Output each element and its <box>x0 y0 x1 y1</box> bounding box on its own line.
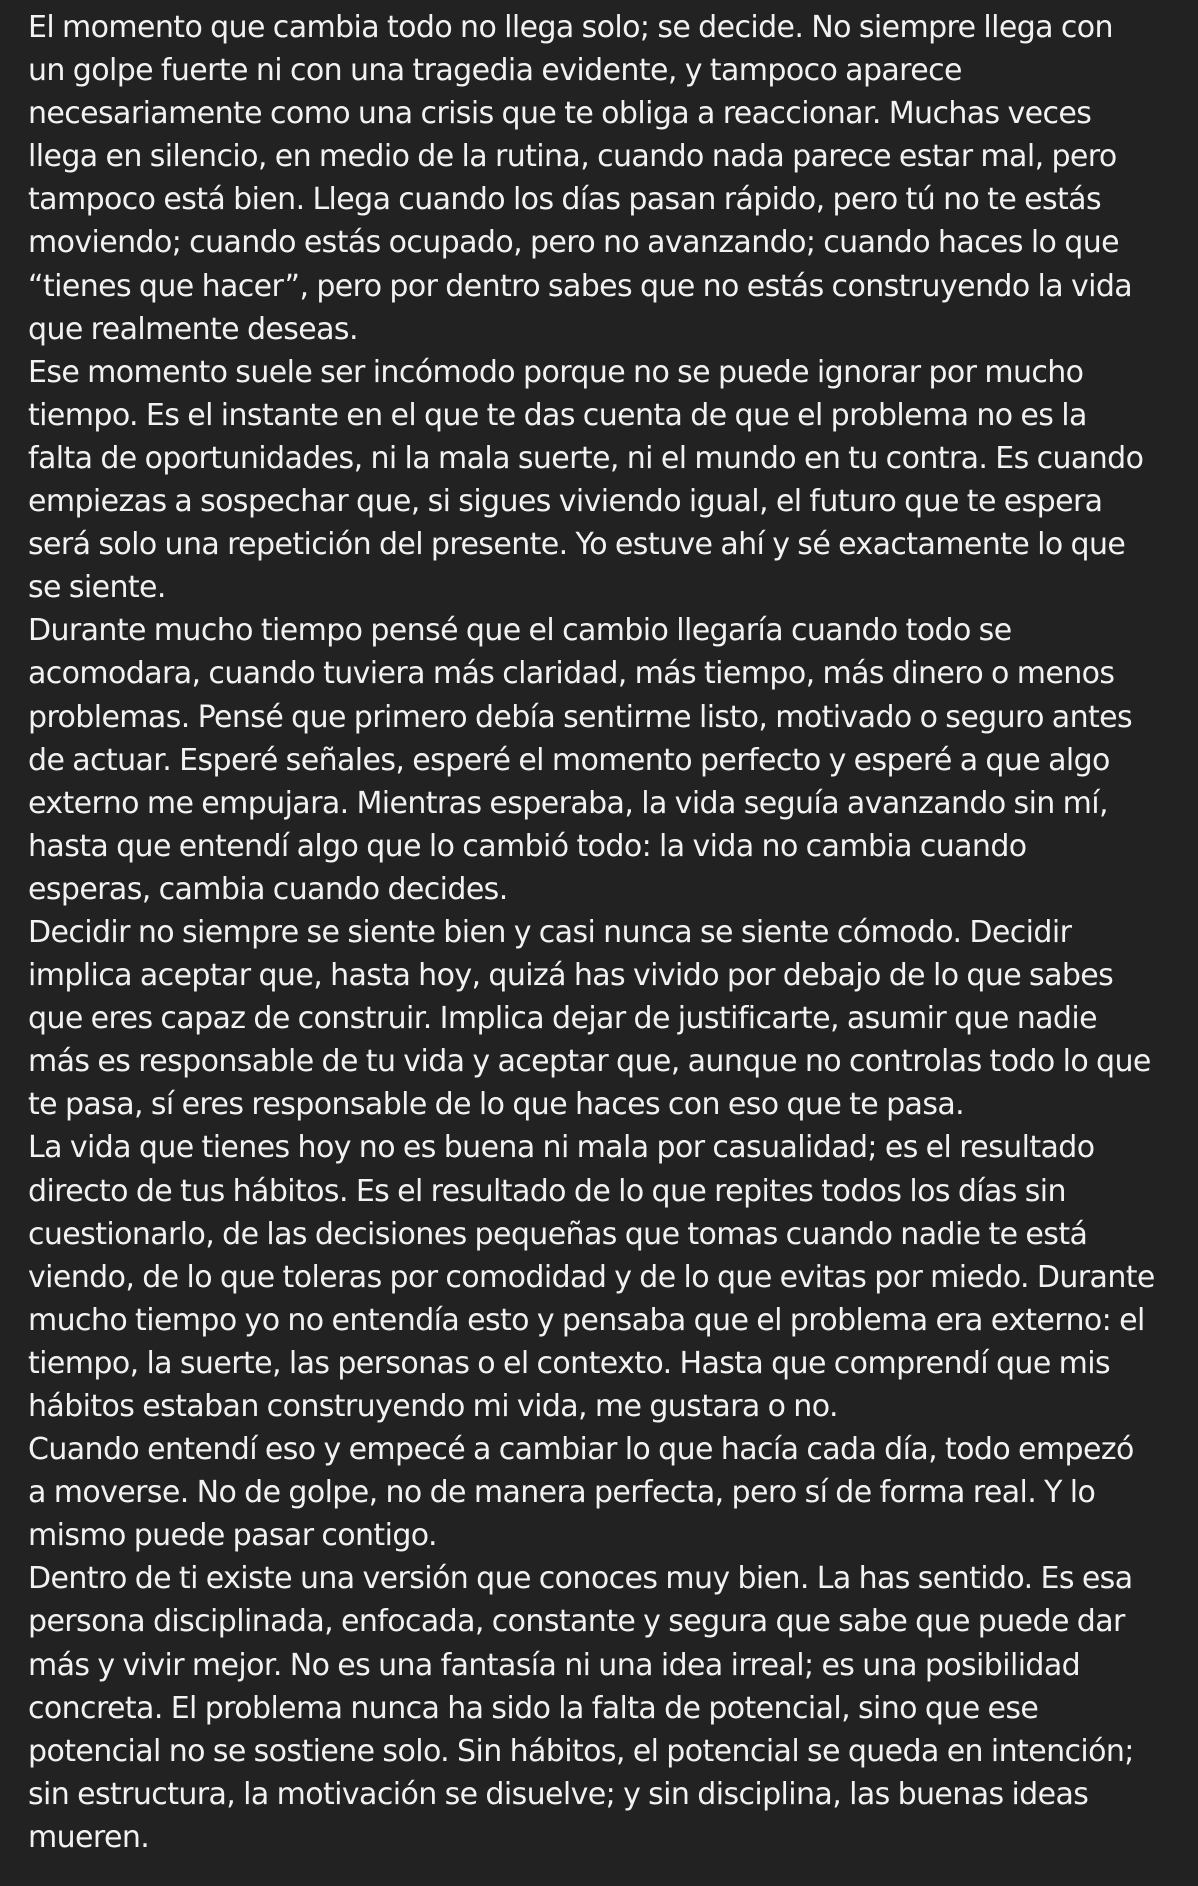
text-line: Durante mucho tiempo pensé que el cambio llegaría cuando todo se <box>28 613 1012 649</box>
text-line: necesariamente como una crisis que te obliga a reaccionar. Muchas veces <box>28 96 1092 132</box>
text-line: Decidir no siempre se siente bien y casi nunca se siente cómodo. Decidir <box>28 914 1072 950</box>
text-line: Dentro de ti existe una versión que conoces muy bien. La has sentido. Es esa <box>28 1561 1133 1597</box>
text-line: un golpe fuerte ni con una tragedia evidente, y tampoco aparece <box>28 53 962 89</box>
text-line: implica aceptar que, hasta hoy, quizá has vivido por debajo de lo que sabes <box>28 958 1114 994</box>
text-line: directo de tus hábitos. Es el resultado de lo que repites todos los días sin <box>28 1173 1066 1209</box>
text-line: llega en silencio, en medio de la rutina, cuando nada parece estar mal, pero <box>28 139 1117 175</box>
text-line: concreta. El problema nunca ha sido la falta de potencial, sino que ese <box>28 1690 1039 1726</box>
text-line: tampoco está bien. Llega cuando los días pasan rápido, pero tú no te estás <box>28 182 1101 218</box>
text-line: tiempo. Es el instante en el que te das cuenta de que el problema no es la <box>28 397 1087 433</box>
text-line: El momento que cambia todo no llega solo; se decide. No siempre llega con <box>28 10 1113 45</box>
text-line: de actuar. Esperé señales, esperé el momento perfecto y esperé a que algo <box>28 742 1110 778</box>
text-line: tiempo, la suerte, las personas o el contexto. Hasta que comprendí que mis <box>28 1345 1111 1381</box>
text-line: La vida que tienes hoy no es buena ni mala por casualidad; es el resultado <box>28 1130 1095 1166</box>
text-line: problemas. Pensé que primero debía sentirme listo, motivado o seguro antes <box>28 699 1133 735</box>
text-line: viendo, de lo que toleras por comodidad y de lo que evitas por miedo. Durante <box>28 1259 1155 1295</box>
text-line: más es responsable de tu vida y aceptar que, aunque no controlas todo lo que <box>28 1044 1151 1080</box>
text-line: mueren. <box>28 1819 150 1855</box>
text-line: empiezas a sospechar que, si sigues viviendo igual, el futuro que te espera <box>28 484 1103 520</box>
text-line: potencial no se sostiene solo. Sin hábitos, el potencial se queda en intención; <box>28 1733 1134 1769</box>
text-line: será solo una repetición del presente. Yo estuve ahí y sé exactamente lo que <box>28 527 1126 563</box>
text-line: mucho tiempo yo no entendía esto y pensaba que el problema era externo: el <box>28 1302 1145 1338</box>
text-line: que realmente deseas. <box>28 311 358 347</box>
text-line: a moverse. No de golpe, no de manera perfecta, pero sí de forma real. Y lo <box>28 1475 1096 1511</box>
text-line: sin estructura, la motivación se disuelve; y sin disciplina, las buenas ideas <box>28 1776 1089 1812</box>
text-line: se siente. <box>28 570 166 606</box>
text-line: persona disciplinada, enfocada, constante y segura que sabe que puede dar <box>28 1604 1125 1640</box>
text-line: esperas, cambia cuando decides. <box>28 871 508 907</box>
text-line: acomodara, cuando tuviera más claridad, más tiempo, más dinero o menos <box>28 656 1115 692</box>
text-line: Cuando entendí eso y empecé a cambiar lo que hacía cada día, todo empezó <box>28 1432 1134 1468</box>
text-line: te pasa, sí eres responsable de lo que haces con eso que te pasa. <box>28 1087 965 1123</box>
text-line: moviendo; cuando estás ocupado, pero no avanzando; cuando haces lo que <box>28 225 1119 261</box>
text-line: hasta que entendí algo que lo cambió todo: la vida no cambia cuando <box>28 828 1027 864</box>
text-line: “tienes que hacer”, pero por dentro sabes que no estás construyendo la vida <box>28 268 1133 304</box>
text-line: cuestionarlo, de las decisiones pequeñas que tomas cuando nadie te está <box>28 1216 1088 1252</box>
text-line: más y vivir mejor. No es una fantasía ni una idea irreal; es una posibilidad <box>28 1647 1081 1683</box>
text-line: que eres capaz de construir. Implica dejar de justificarte, asumir que nadie <box>28 1001 1097 1037</box>
text-line: falta de oportunidades, ni la mala suerte, ni el mundo en tu contra. Es cuando <box>28 440 1144 476</box>
text-line: hábitos estaban construyendo mi vida, me gustara o no. <box>28 1389 838 1424</box>
text-line: externo me empujara. Mientras esperaba, la vida seguía avanzando sin mí, <box>28 785 1108 821</box>
text-line: Ese momento suele ser incómodo porque no se puede ignorar por mucho <box>28 354 1084 390</box>
text-line: mismo puede pasar contigo. <box>28 1518 437 1554</box>
